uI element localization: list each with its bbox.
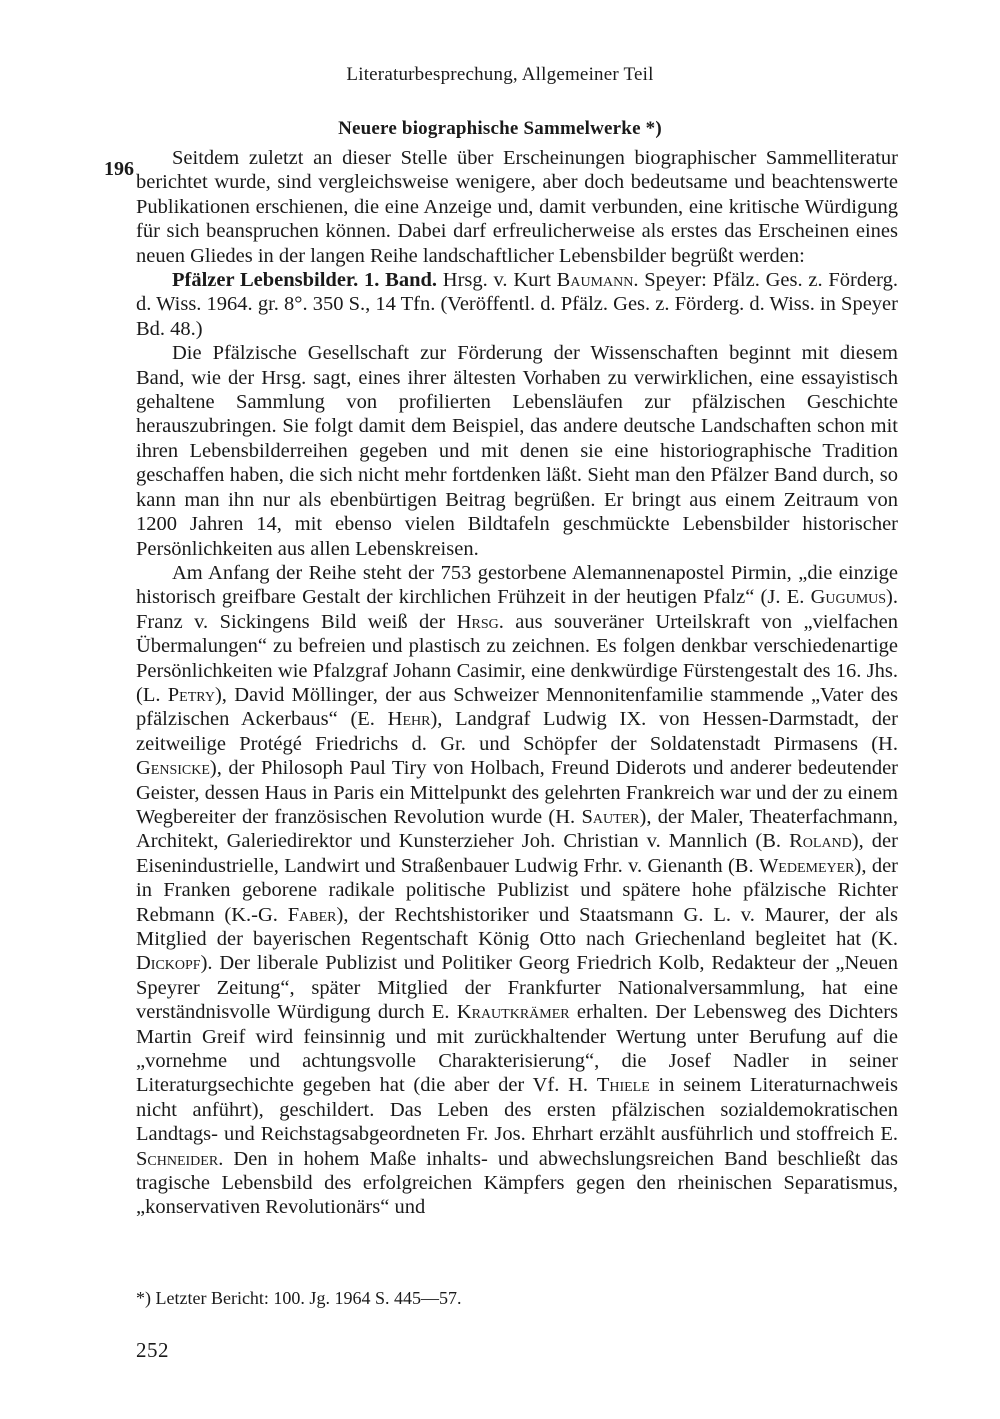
author-name: Krautkrämer	[456, 1001, 570, 1024]
entry-number: 196	[104, 158, 134, 180]
text-segment: ). Der liberale Publizist und Politiker Georg Friedrich Kolb, Redakteur der „Neuen Speyrer Zeitung“, später Mitglied der Frankfurter Nationalversammlung, hat eine verständnisvolle Würdigung durch E.	[136, 952, 898, 1024]
author-name: Hrsg.	[456, 610, 504, 633]
author-name: Gensicke	[136, 757, 210, 780]
text-segment: Am Anfang der Reihe steht der 753 gestorbene Alemannenapostel Pirmin, „die einzige historisch greifbare Gestalt der kirchlichen Frühzeit in der heutigen Pfalz“ (J. E.	[136, 561, 898, 609]
author-name: Dickopf	[136, 952, 201, 975]
author-name: Hehr	[387, 708, 431, 731]
footnote: *) Letzter Bericht: 100. Jg. 1964 S. 445—57.	[136, 1288, 462, 1308]
paragraph-intro: Seitdem zuletzt an dieser Stelle über Erscheinungen biographischer Sammelliteratur berichtet wurde, sind vergleichsweise wenigere, aber doch bedeutsame und beachtenswerte Publikationen erschienen, die eine Anzeige und, damit verbunden, eine kritische Würdigung für sich beanspruchen können. Dabei darf erfreulicherweise als erstes das Erscheinen eines neuen Gliedes in der langen Reihe landschaftlicher Lebensbilder begrüßt werden:	[136, 147, 898, 267]
text-segment: ), der in Franken geborene radikale politische Publizist und spätere hohe pfälzische Richter Rebmann (K.-G.	[136, 854, 898, 926]
text-segment: ), der Maler, Theaterfachmann, Architekt, Galeriedirektor und Kunsterzieher Joh. Christian v. Mannlich (B.	[136, 805, 898, 853]
body-text	[136, 146, 898, 1220]
author-name: Gugumus	[810, 586, 887, 609]
text-segment: ), der Philosoph Paul Tiry von Holbach, Freund Diderots und anderer bedeutender Geister, dessen Haus in Paris ein Mittelpunkt des gelehrten Frankreich war und der zu einem Wegbereiter der französischen Revolution wurde (H.	[136, 757, 898, 828]
author-name: Thiele	[596, 1074, 650, 1097]
running-head: Literaturbesprechung, Allgemeiner Teil	[346, 64, 654, 85]
paragraph-contents	[136, 561, 898, 1220]
paragraph-description: Die Pfälzische Gesellschaft zur Förderung der Wissenschaften beginnt mit diesem Band, wie der Hrsg. sagt, eines ihrer ältesten Vorhaben zu verwirklichen, eine essayistisch gehaltene Sammlung von profilierten Lebensläufen zur pfälzischen Geschichte herauszubringen. Sie folgt damit dem Beispiel, das andere deutsche Landschaften schon mit ihren Lebensbilderreihen gegeben und mit denen sie eine historiographische Tradition geschaffen haben, die sich nicht mehr fortdenken läßt. Sieht man den Pfälzer Band durch, so kann man ihn nur als ebenbürtigen Beitrag begrüßen. Er bringt aus einem Zeitraum von 1200 Jahren 14, mit ebenso vielen Bildtafeln geschmückte Lebensbilder historischer Persönlichkeiten aus allen Lebenskreisen.	[136, 342, 898, 560]
editor-name: Baumann	[556, 269, 634, 292]
section-title: Neuere biographische Sammelwerke *)	[338, 118, 662, 139]
text-segment: erhalten. Der Lebensweg des Dichters Martin Greif wird feinsinnig und mit zurückhaltender Wertung unter Berufung auf die „vornehme und achtungsvolle Charakterisierung“, die Josef Nadler in seiner Literaturgsechichte gegeben hat (die aber der Vf. H.	[136, 1001, 898, 1097]
author-name: Roland	[789, 830, 852, 853]
text-segment: ), David Möllinger, der aus Schweizer Mennonitenfamilie stammende „Vater des pfälzischen Ackerbaus“ (E.	[136, 683, 898, 731]
page-number: 252	[136, 1338, 169, 1362]
bib-details: . Speyer: Pfälz. Ges. z. Förderg. d. Wiss. 1964. gr. 8°. 350 S., 14 Tfn. (Veröffentl. d. Pfälz. Ges. z. Förderg. d. Wiss. in Speyer Bd. 48.)	[136, 269, 899, 340]
text-segment: in seinem Literaturnachweis nicht anführt), geschildert. Das Leben des ersten pfälzischen sozialdemokratischen Landtags- und Reichstagsabgeordneten Fr. Jos. Ehrhart erzählt ausführlich und stoffreich E.	[136, 1074, 898, 1146]
text-segment: ), Landgraf Ludwig IX. von Hessen-Darmstadt, der zeitweilige Protégé Friedrichs d. Gr. und Schöpfer der Soldatenstadt Pirmasens (H.	[136, 708, 898, 755]
author-name: Schneider	[136, 1147, 219, 1170]
text-segment: . Den in hohem Maße inhalts- und abwechslungsreichen Band beschließt das tragische Lebensbild des erfolgreichen Kämpfers gegen den rheinischen Separatismus, „konservativen Revolutionärs“ und	[136, 1147, 898, 1219]
author-name: Petry	[167, 683, 215, 706]
text-segment: ), der Rechtshistoriker und Staatsmann G. L. v. Maurer, der als Mitglied der bayerischen Regentschaft König Otto nach Griechenland begleitet hat (K.	[136, 903, 898, 950]
bib-editor-prefix: Hrsg. v. Kurt	[437, 269, 557, 292]
author-name: Sauter	[581, 805, 640, 828]
author-name: Wedemeyer	[758, 854, 855, 877]
text-segment: ). Franz v. Sickingens Bild weiß der	[136, 586, 898, 633]
bibliographic-entry	[136, 268, 898, 341]
book-title: Pfälzer Lebensbilder. 1. Band.	[172, 269, 438, 292]
author-name: Faber	[287, 903, 337, 926]
text-segment: ), der Eisenindustrielle, Landwirt und Straßenbauer Ludwig Frhr. v. Gienanth (B.	[136, 830, 898, 877]
text-segment: aus souveräner Urteilskraft von „vielfachen Übermalungen“ zu befreien und plastisch zu zeichnen. Es folgen denkbar verschiedenartige Persönlichkeiten wie Pfalzgraf Johann Casimir, eine denkwürdige Fürstengestalt des 16. Jhs. (L.	[136, 610, 898, 706]
